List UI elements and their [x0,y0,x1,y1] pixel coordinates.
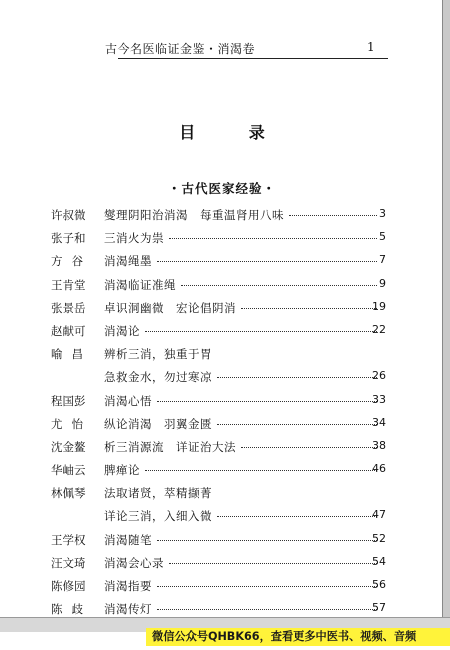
toc-page-number: 54 [372,554,386,568]
toc-entry-title: 急救金水，勿过寒凉 [104,370,212,385]
dot-leader [217,424,377,425]
table-of-contents [0,207,442,624]
page-title: 目 录 [179,123,289,142]
watermark-banner: 微信公众号QHBK66，查看更多中医书、视频、音频 [146,628,450,646]
toc-row[interactable] [0,462,442,485]
toc-author: 尤怡 [51,416,92,431]
toc-author: 喻昌 [51,347,92,362]
dot-leader [145,470,377,471]
dot-leader [157,540,377,541]
toc-row[interactable] [0,508,442,531]
toc-page-number: 33 [372,392,386,406]
toc-author: 方谷 [51,254,92,269]
toc-page-number: 5 [379,230,386,244]
toc-entry-title: 消渴传灯 [104,602,152,617]
dot-leader [157,401,377,402]
toc-author: 华岫云 [51,463,86,478]
toc-row[interactable] [0,416,442,439]
toc-author: 陈修园 [51,579,86,593]
section-title: ・古代医家经验・ [167,181,276,196]
toc-entry-title: 析三消源流 详证治大法 [104,439,236,454]
toc-page-number: 9 [379,276,386,290]
toc-page-number: 47 [372,508,386,522]
toc-row[interactable] [0,393,442,416]
toc-author: 沈金鳌 [51,439,86,454]
toc-page-number: 34 [372,415,386,429]
toc-author: 赵献可 [51,323,86,338]
dot-leader [217,516,377,517]
toc-entry-title: 燮理阴阳治消渴 每重温肾用八味 [104,208,284,222]
toc-row [0,346,442,369]
toc-author: 陈歧 [51,602,92,617]
toc-author: 林佩琴 [51,486,86,501]
dot-leader [169,238,377,239]
dot-leader [217,377,377,378]
toc-entry-title: 三消火为祟 [104,231,164,246]
toc-page-number: 7 [379,253,386,267]
toc-row[interactable] [0,532,442,555]
running-header-title: 古今名医临证金鉴・消渴卷 [104,42,255,56]
toc-author: 张子和 [51,231,86,246]
toc-entry-title: 卓识洞幽微 宏论倡阴消 [104,300,236,315]
toc-author: 王学权 [51,532,86,547]
toc-page-number: 22 [372,322,386,336]
toc-entry-title: 法取诸贤，萃精撷菁 [104,486,212,501]
toc-row[interactable] [0,369,442,392]
toc-page-number: 3 [379,207,386,220]
toc-row[interactable] [0,555,442,578]
toc-row[interactable] [0,253,442,276]
toc-entry-title: 消渴论 [104,323,140,338]
dot-leader [181,285,377,286]
toc-row[interactable] [0,300,442,323]
toc-author: 许叔微 [51,208,86,222]
toc-entry-title: 纵论消渴 羽翼金匮 [104,416,212,431]
toc-entry-title: 消渴指要 [104,579,152,593]
toc-entry-title: 脾瘅论 [104,463,140,478]
dot-leader [241,447,377,448]
toc-page-number: 57 [372,601,386,615]
toc-author: 张景岳 [51,300,86,315]
toc-entry-title: 消渴临证准绳 [104,277,176,292]
toc-author: 汪文琦 [51,555,86,570]
running-header-page-number: 1 [367,40,375,54]
dot-leader [157,609,377,610]
dot-leader [241,308,377,309]
toc-entry-title: 消渴心悟 [104,393,152,408]
toc-entry-title: 辨析三消，独重于胃 [104,347,212,362]
toc-row[interactable] [0,277,442,300]
dot-leader [157,261,377,262]
toc-row[interactable] [0,439,442,462]
toc-page-number: 19 [372,299,386,313]
dot-leader [157,586,377,587]
viewer-scrollbar[interactable] [442,0,450,628]
toc-row[interactable] [0,323,442,346]
toc-entry-title: 详论三消，入细入微 [104,509,212,524]
toc-page-number: 26 [372,369,386,383]
header-rule [118,58,388,59]
toc-page-number: 46 [372,462,386,476]
dot-leader [145,331,377,332]
toc-page-number: 38 [372,438,386,452]
toc-row[interactable] [0,207,442,230]
toc-author: 王肯堂 [51,277,86,292]
dot-leader [169,563,377,564]
toc-page-number: 56 [372,578,386,591]
toc-entry-title: 消渴绳墨 [104,254,152,269]
toc-row [0,485,442,508]
toc-row[interactable] [0,578,442,601]
toc-entry-title: 消渴会心录 [104,555,164,570]
toc-entry-title: 消渴随笔 [104,532,152,547]
toc-page-number: 52 [372,531,386,545]
toc-row[interactable] [0,230,442,253]
toc-author: 程国彭 [51,393,86,408]
